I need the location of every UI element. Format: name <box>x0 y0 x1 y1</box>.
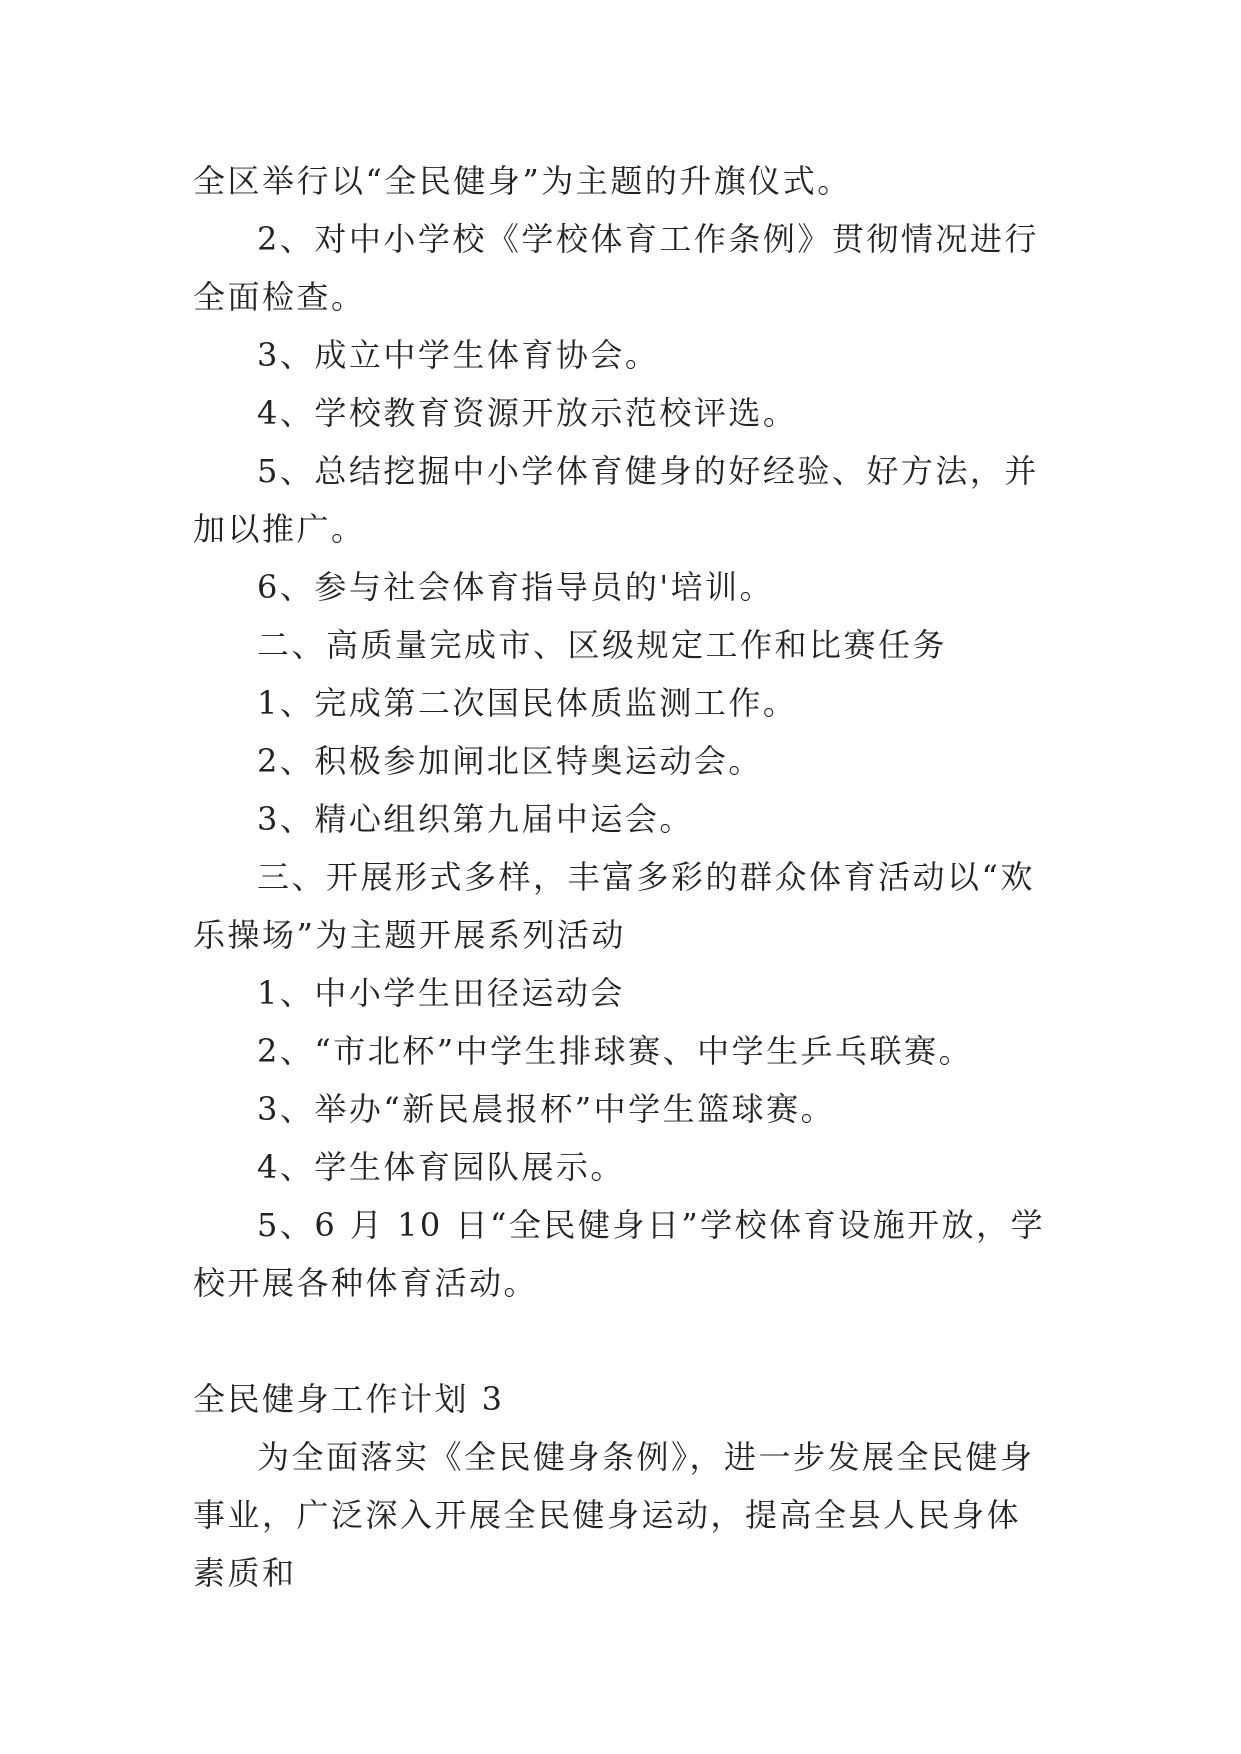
paragraph-item-3-association: 3、成立中学生体育协会。 <box>257 336 660 374</box>
paragraph-item-6-training: 6、参与社会体育指导员的'培训。 <box>257 568 775 606</box>
section-heading-two: 二、高质量完成市、区级规定工作和比赛任务 <box>257 626 948 664</box>
paragraph-item-5-fitness-day: 5、6 月 10 日“全民健身日”学校体育设施开放，学校开展各种体育活动。 <box>193 1206 1046 1302</box>
paragraph-item-5-experience: 5、总结挖掘中小学体育健身的好经验、好方法，并加以推广。 <box>193 452 1039 548</box>
paragraph-item-2-volleyball: 2、“市北杯”中学生排球赛、中学生乒乓联赛。 <box>257 1032 974 1070</box>
paragraph-item-3-basketball: 3、举办“新民晨报杯”中学生篮球赛。 <box>257 1090 836 1128</box>
paragraph-item-1-monitoring: 1、完成第二次国民体质监测工作。 <box>257 684 798 722</box>
section-intro-paragraph: 为全面落实《全民健身条例》，进一步发展全民健身事业，广泛深入开展全民健身运动，提高全县人民身体素质和 <box>193 1438 1035 1592</box>
section-heading-three: 三、开展形式多样，丰富多彩的群众体育活动以“欢乐操场”为主题开展系列活动 <box>193 858 1035 954</box>
paragraph-item-2-special-olympics: 2、积极参加闸北区特奥运动会。 <box>257 742 763 780</box>
paragraph-item-2-inspection: 2、对中小学校《学校体育工作条例》贯彻情况进行全面检查。 <box>193 220 1039 316</box>
document-body <box>193 152 1053 1602</box>
blank-line <box>193 1312 1053 1370</box>
paragraph-item-3-games: 3、精心组织第九届中运会。 <box>257 800 694 838</box>
section-title: 全民健身工作计划 3 <box>193 1380 505 1418</box>
paragraph-item-4-selection: 4、学校教育资源开放示范校评选。 <box>257 394 798 432</box>
paragraph-item-4-team-show: 4、学生体育园队展示。 <box>257 1148 625 1186</box>
paragraph-item-1-track-field: 1、中小学生田径运动会 <box>257 974 625 1012</box>
paragraph-flag-ceremony: 全区举行以“全民健身”为主题的升旗仪式。 <box>193 162 852 200</box>
